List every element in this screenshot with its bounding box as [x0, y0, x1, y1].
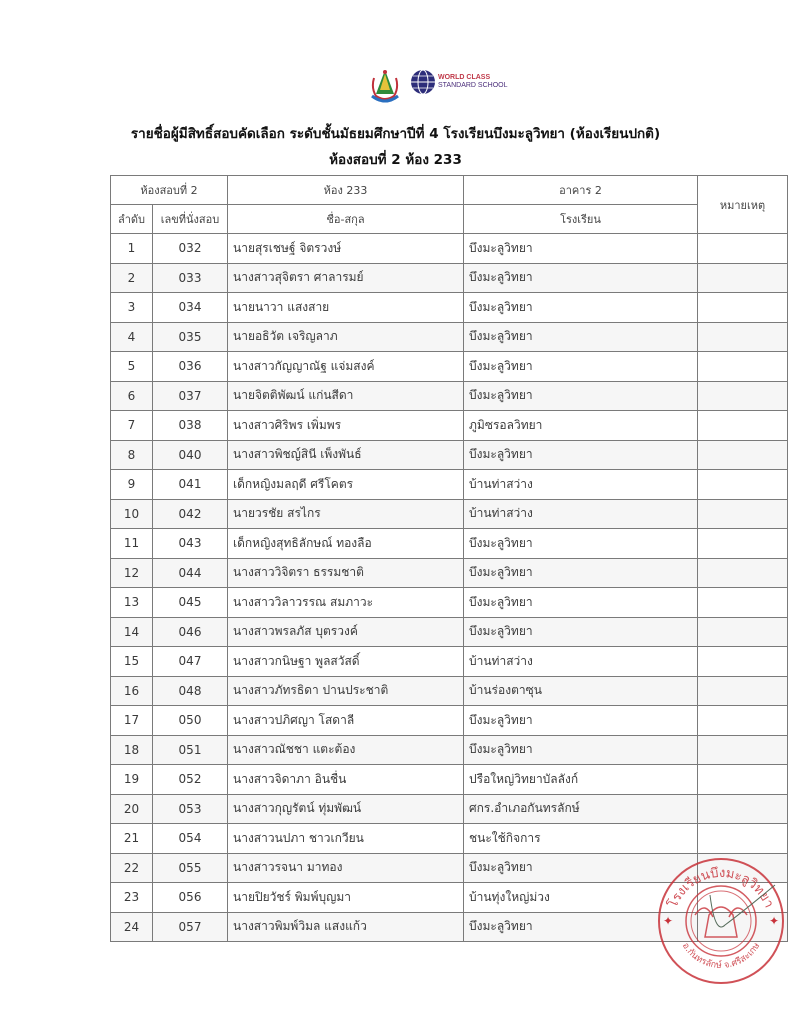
remark-cell — [698, 322, 788, 352]
student-name: นายสุรเชษฐ์ จิตรวงษ์ — [228, 234, 464, 264]
table-row — [111, 234, 788, 264]
column-header-seat: เลขที่นั่งสอบ — [153, 205, 228, 234]
school-name: ชนะใช้กิจการ — [464, 824, 698, 854]
table-row — [111, 676, 788, 706]
remark-cell — [698, 352, 788, 382]
school-name: บึงมะลูวิทยา — [464, 529, 698, 559]
seat-number: 057 — [153, 912, 228, 942]
exam-room-table — [110, 175, 788, 942]
row-number: 2 — [111, 263, 153, 293]
seat-number: 042 — [153, 499, 228, 529]
seat-number: 048 — [153, 676, 228, 706]
table-row — [111, 411, 788, 441]
seal-star-left-icon: ✦ — [663, 914, 674, 928]
student-name: นางสาวสุจิตรา ศาลารมย์ — [228, 263, 464, 293]
table-row — [111, 794, 788, 824]
seat-number: 035 — [153, 322, 228, 352]
school-emblem-logo — [368, 68, 402, 104]
table-row — [111, 470, 788, 500]
table-row — [111, 263, 788, 293]
school-name: บ้านร่องตาซุน — [464, 676, 698, 706]
school-name: บึงมะลูวิทยา — [464, 617, 698, 647]
group-header-row — [111, 176, 788, 205]
seat-number: 046 — [153, 617, 228, 647]
row-number: 9 — [111, 470, 153, 500]
seat-number: 050 — [153, 706, 228, 736]
remark-cell — [698, 735, 788, 765]
row-number: 7 — [111, 411, 153, 441]
student-name: นางสาวพิชญ์สินี เพ็งพันธ์ — [228, 440, 464, 470]
school-name: บึงมะลูวิทยา — [464, 588, 698, 618]
row-number: 16 — [111, 676, 153, 706]
logo-text-line2: STANDARD SCHOOL — [438, 82, 508, 89]
table-row — [111, 765, 788, 795]
seat-number: 047 — [153, 647, 228, 677]
student-name: นางสาววิจิตรา ธรรมชาติ — [228, 558, 464, 588]
student-name: เด็กหญิงสุทธิลักษณ์ ทองลือ — [228, 529, 464, 559]
school-name: บึงมะลูวิทยา — [464, 234, 698, 264]
school-name: บึงมะลูวิทยา — [464, 293, 698, 323]
student-name: นายวรชัย สรไกร — [228, 499, 464, 529]
column-header-row — [111, 205, 788, 234]
seat-number: 054 — [153, 824, 228, 854]
row-number: 6 — [111, 381, 153, 411]
document-subtitle: ห้องสอบที่ 2 ห้อง 233 — [329, 152, 462, 168]
seat-number: 037 — [153, 381, 228, 411]
seat-number: 055 — [153, 853, 228, 883]
seat-number: 038 — [153, 411, 228, 441]
logo-text-line1: WORLD CLASS — [438, 74, 491, 81]
school-name: บึงมะลูวิทยา — [464, 558, 698, 588]
student-name: นายปิยวัชร์ พิมพ์บุญมา — [228, 883, 464, 913]
student-name: นางสาววิลาวรรณ สมภาวะ — [228, 588, 464, 618]
student-name: นางสาวพิมพ์วิมล แสงแก้ว — [228, 912, 464, 942]
table-row — [111, 706, 788, 736]
student-name: นางสาวรจนา มาทอง — [228, 853, 464, 883]
row-number: 17 — [111, 706, 153, 736]
remark-cell — [698, 470, 788, 500]
remark-header: หมายเหตุ — [698, 176, 788, 234]
row-number: 15 — [111, 647, 153, 677]
row-number: 1 — [111, 234, 153, 264]
school-name: บึงมะลูวิทยา — [464, 322, 698, 352]
row-number: 13 — [111, 588, 153, 618]
row-number: 12 — [111, 558, 153, 588]
school-name: บึงมะลูวิทยา — [464, 853, 698, 883]
table-row — [111, 529, 788, 559]
remark-cell — [698, 440, 788, 470]
seat-number: 034 — [153, 293, 228, 323]
column-header-school: โรงเรียน — [464, 205, 698, 234]
seat-number: 041 — [153, 470, 228, 500]
school-name: บึงมะลูวิทยา — [464, 735, 698, 765]
seal-bottom-text: อ.กันทรลักษ์ จ.ศรีสะเกษ — [679, 941, 763, 971]
student-name: นางสาวกนิษฐา พูลสวัสดิ์ — [228, 647, 464, 677]
table-row — [111, 322, 788, 352]
table-body — [111, 234, 788, 942]
room-header: ห้อง 233 — [228, 176, 464, 205]
remark-cell — [698, 824, 788, 854]
remark-cell — [698, 411, 788, 441]
table-row — [111, 588, 788, 618]
student-name: นางสาวณัชชา แตะต้อง — [228, 735, 464, 765]
school-name: บึงมะลูวิทยา — [464, 706, 698, 736]
table-row — [111, 381, 788, 411]
globe-icon — [410, 69, 436, 95]
school-name: บึงมะลูวิทยา — [464, 263, 698, 293]
seat-number: 044 — [153, 558, 228, 588]
remark-cell — [698, 529, 788, 559]
row-number: 21 — [111, 824, 153, 854]
remark-cell — [698, 381, 788, 411]
student-name: นางสาวกัญญาณัฐ แจ่มสงค์ — [228, 352, 464, 382]
remark-cell — [698, 617, 788, 647]
remark-cell — [698, 647, 788, 677]
student-name: นายอธิวัต เจริญลาภ — [228, 322, 464, 352]
school-name: ศกร.อำเภอกันทรลักษ์ — [464, 794, 698, 824]
exam-room-header: ห้องสอบที่ 2 — [111, 176, 228, 205]
school-name: บึงมะลูวิทยา — [464, 381, 698, 411]
seat-number: 036 — [153, 352, 228, 382]
row-number: 24 — [111, 912, 153, 942]
seat-number: 032 — [153, 234, 228, 264]
remark-cell — [698, 588, 788, 618]
school-name: บ้านท่าสว่าง — [464, 499, 698, 529]
row-number: 10 — [111, 499, 153, 529]
row-number: 23 — [111, 883, 153, 913]
student-name: นางสาวศิริพร เพิ่มพร — [228, 411, 464, 441]
student-name: นางสาวจิดาภา อินชื่น — [228, 765, 464, 795]
seat-number: 052 — [153, 765, 228, 795]
student-name: นางสาวภัทรธิดา ปานประชาติ — [228, 676, 464, 706]
row-number: 20 — [111, 794, 153, 824]
seat-number: 040 — [153, 440, 228, 470]
school-name: บ้านทุ่งใหญ่ม่วง — [464, 883, 698, 913]
column-header-no: ลำดับ — [111, 205, 153, 234]
remark-cell — [698, 794, 788, 824]
column-header-name: ชื่อ-สกุล — [228, 205, 464, 234]
seat-number: 033 — [153, 263, 228, 293]
seat-number: 045 — [153, 588, 228, 618]
document-title: รายชื่อผู้มีสิทธิ์สอบคัดเลือก ระดับชั้นมัธยมศึกษาปีที่ 4 โรงเรียนบึงมะลูวิทยา (ห้องเรียนปกติ) — [130, 126, 661, 142]
school-name: บึงมะลูวิทยา — [464, 912, 698, 942]
seat-number: 056 — [153, 883, 228, 913]
remark-cell — [698, 263, 788, 293]
table-row — [111, 647, 788, 677]
remark-cell — [698, 499, 788, 529]
seat-number: 053 — [153, 794, 228, 824]
remark-cell — [698, 234, 788, 264]
table-row — [111, 499, 788, 529]
remark-cell — [698, 706, 788, 736]
remark-cell — [698, 558, 788, 588]
seat-number: 051 — [153, 735, 228, 765]
seat-number: 043 — [153, 529, 228, 559]
student-name: นางสาวพรลภัส บุตรวงค์ — [228, 617, 464, 647]
table-row — [111, 352, 788, 382]
world-class-standard-school-logo — [438, 74, 508, 90]
row-number: 5 — [111, 352, 153, 382]
school-name: บึงมะลูวิทยา — [464, 440, 698, 470]
remark-cell — [698, 765, 788, 795]
table-row — [111, 558, 788, 588]
school-name: บ้านท่าสว่าง — [464, 647, 698, 677]
school-name: บ้านท่าสว่าง — [464, 470, 698, 500]
row-number: 19 — [111, 765, 153, 795]
seal-star-right-icon: ✦ — [769, 914, 780, 928]
table-row — [111, 293, 788, 323]
student-name: นายจิตติพัฒน์ แก่นสีดา — [228, 381, 464, 411]
school-name: บึงมะลูวิทยา — [464, 352, 698, 382]
student-name: นางสาวนปภา ชาวเกวียน — [228, 824, 464, 854]
row-number: 11 — [111, 529, 153, 559]
student-name: นางสาวกุญรัตน์ ทุ่มพัฒน์ — [228, 794, 464, 824]
row-number: 4 — [111, 322, 153, 352]
row-number: 22 — [111, 853, 153, 883]
building-header: อาคาร 2 — [464, 176, 698, 205]
seal-top-text: โรงเรียนบึงมะลูวิทยา — [665, 865, 777, 911]
table-row — [111, 735, 788, 765]
table-row — [111, 617, 788, 647]
school-seal-stamp — [655, 855, 787, 985]
remark-cell — [698, 676, 788, 706]
remark-cell — [698, 293, 788, 323]
student-name: นายนาวา แสงสาย — [228, 293, 464, 323]
table-row — [111, 440, 788, 470]
row-number: 18 — [111, 735, 153, 765]
row-number: 3 — [111, 293, 153, 323]
row-number: 14 — [111, 617, 153, 647]
school-name: ปรือใหญ่วิทยาบัลลังก์ — [464, 765, 698, 795]
school-name: ภูมิซรอลวิทยา — [464, 411, 698, 441]
header-logos — [368, 66, 518, 106]
student-name: นางสาวปภิศญา โสดาลี — [228, 706, 464, 736]
row-number: 8 — [111, 440, 153, 470]
student-name: เด็กหญิงมลฤดี ศรีโคตร — [228, 470, 464, 500]
table-row — [111, 824, 788, 854]
